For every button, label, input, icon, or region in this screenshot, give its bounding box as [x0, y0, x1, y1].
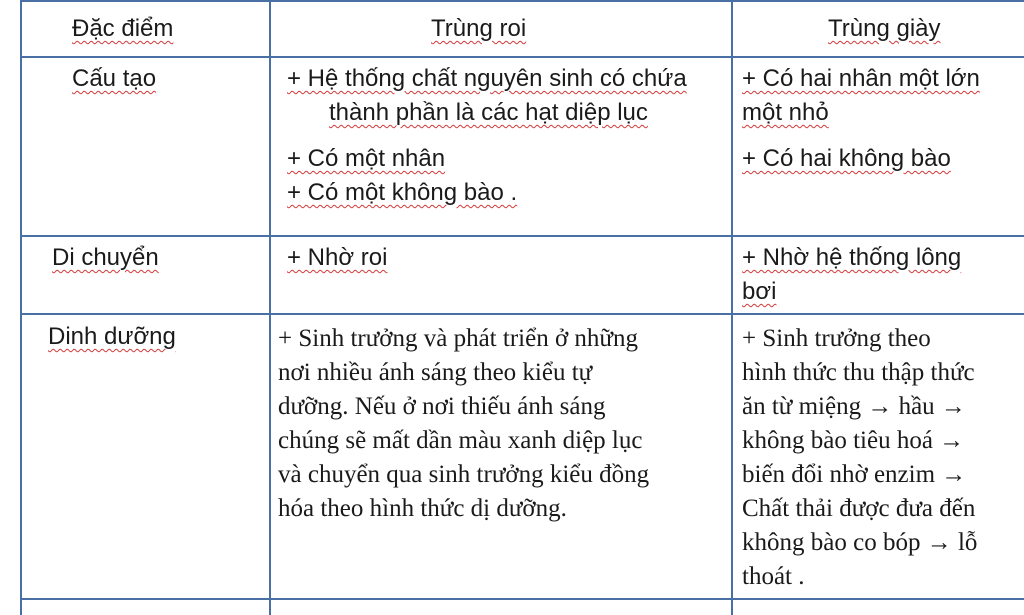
table-border-col2 — [731, 0, 733, 615]
text-line: bơi — [742, 278, 777, 305]
text-line: dưỡng. Nếu ở nơi thiếu ánh sáng — [278, 393, 606, 420]
text-line: không bào co bóp → lỗ — [742, 529, 978, 556]
text-line: nơi nhiều ánh sáng theo kiểu tự — [278, 359, 593, 386]
table-border-header — [20, 56, 1024, 58]
text-line: và chuyển qua sinh trưởng kiểu đồng — [278, 461, 650, 488]
text-line: thoát . — [742, 563, 805, 590]
text-line: Chất thải được đưa đến — [742, 495, 976, 522]
table-border-left — [20, 0, 22, 615]
text-line: + Có một không bào . — [287, 179, 518, 206]
cell-cau-tao-trung-giay — [742, 62, 980, 176]
cell-di-chuyen-trung-roi — [287, 241, 387, 275]
table-border-top — [20, 0, 1024, 2]
cell-dinh-duong-trung-giay — [742, 322, 977, 594]
text-line: không bào tiêu hoá → — [742, 427, 965, 454]
text-line: một nhỏ — [742, 99, 829, 126]
cell-di-chuyen-trung-giay — [742, 241, 961, 309]
text-line: + Nhờ hệ thống lông — [742, 244, 962, 271]
header-trung-giay: Trùng giày — [828, 15, 941, 42]
text-line: + Có một nhân — [287, 145, 446, 172]
text-line: + Sinh trưởng và phát triển ở những — [278, 325, 638, 352]
text-line: hình thức thu thập thức — [742, 359, 975, 386]
cell-cau-tao-trung-roi — [287, 62, 687, 210]
text-line: + Sinh trưởng theo — [742, 325, 931, 352]
header-feature: Đặc điểm — [72, 15, 174, 42]
table-border-row1 — [20, 235, 1024, 237]
text-line: biến đổi nhờ enzim → — [742, 461, 967, 488]
text-line: + Có hai không bào — [742, 145, 951, 172]
text-line: + Hệ thống chất nguyên sinh có chứa — [287, 65, 687, 92]
table-border-col1 — [269, 0, 271, 615]
text-line: + Có hai nhân một lớn — [742, 65, 980, 92]
table-border-row2 — [20, 313, 1024, 315]
text-line: chúng sẽ mất dần màu xanh diệp lục — [278, 427, 643, 454]
row-label-di-chuyen: Di chuyển — [52, 244, 159, 271]
text-line: hóa theo hình thức dị dưỡng. — [278, 495, 567, 522]
header-trung-roi: Trùng roi — [431, 15, 527, 42]
text-line: thành phần là các hạt diệp lục — [329, 99, 648, 126]
cell-dinh-duong-trung-roi — [278, 322, 649, 526]
row-label-dinh-duong: Dinh dưỡng — [48, 323, 176, 350]
text-line: + Nhờ roi — [287, 244, 388, 271]
row-label-cau-tao: Cấu tạo — [72, 65, 157, 92]
table-border-row3 — [20, 598, 1024, 600]
text-line: ăn từ miệng → hầu → — [742, 393, 966, 420]
